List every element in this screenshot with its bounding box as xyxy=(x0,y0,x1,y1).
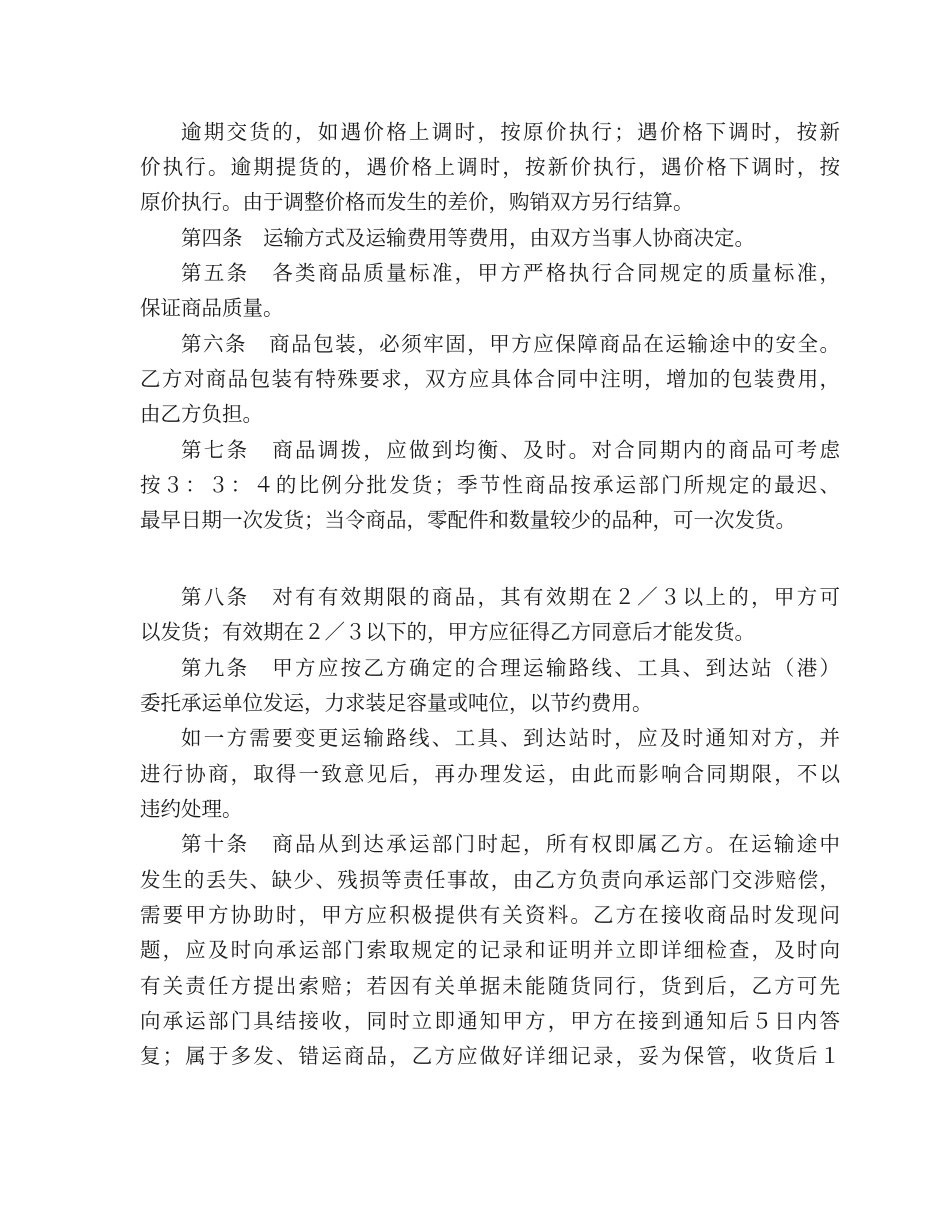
text-line: 第四条 运输方式及运输费用等费用，由双方当事人协商决定。 xyxy=(181,226,755,250)
text-line: 原价执行。由于调整价格而发生的差价，购销双方另行结算。 xyxy=(140,190,694,214)
text-line: 第九条 甲方应按乙方确定的合理运输路线、工具、到达站（港） xyxy=(181,656,840,680)
text-line: 发生的丢失、缺少、残损等责任事故，由乙方负责向承运部门交涉赔偿， xyxy=(140,868,840,892)
text-line: 价执行。逾期提货的，遇价格上调时，按新价执行，遇价格下调时，按 xyxy=(140,155,840,179)
text-line: 以发货；有效期在２／３以下的，甲方应征得乙方同意后才能发货。 xyxy=(140,620,755,644)
text-line: 保证商品质量。 xyxy=(140,296,284,320)
text-line: 按３：３：４的比例分批发货；季节性商品按承运部门所规定的最迟、 xyxy=(140,473,840,497)
text-line: 由乙方负担。 xyxy=(140,402,263,426)
text-line: 题，应及时向承运部门索取规定的记录和证明并立即详细检查，及时向 xyxy=(140,938,840,962)
text-line: 第七条 商品调拨，应做到均衡、及时。对合同期内的商品可考虑 xyxy=(181,438,840,462)
text-line: 进行协商，取得一致意见后，再办理发运，由此而影响合同期限，不以 xyxy=(140,762,840,786)
text-line: 需要甲方协助时，甲方应积极提供有关资料。乙方在接收商品时发现问 xyxy=(140,903,840,927)
text-line: 第六条 商品包装，必须牢固，甲方应保障商品在运输途中的安全。 xyxy=(181,332,840,356)
text-line: 第十条 商品从到达承运部门时起，所有权即属乙方。在运输途中 xyxy=(181,832,840,856)
text-line: 有关责任方提出索赔；若因有关单据未能随货同行，货到后，乙方可先 xyxy=(140,974,840,998)
text-line: 乙方对商品包装有特殊要求，双方应具体合同中注明，增加的包装费用， xyxy=(140,367,840,391)
text-line: 第八条 对有有效期限的商品，其有效期在２／３以上的，甲方可 xyxy=(181,585,840,609)
text-line: 第五条 各类商品质量标准，甲方严格执行合同规定的质量标准， xyxy=(181,261,840,285)
text-line: 最早日期一次发货；当令商品，零配件和数量较少的品种，可一次发货。 xyxy=(140,508,796,532)
text-line: 逾期交货的，如遇价格上调时，按原价执行；遇价格下调时，按新 xyxy=(181,120,840,144)
text-line: 违约处理。 xyxy=(140,797,243,821)
text-line: 如一方需要变更运输路线、工具、到达站时，应及时通知对方，并 xyxy=(181,726,840,750)
text-line: 向承运部门具结接收，同时立即通知甲方，甲方在接到通知后５日内答 xyxy=(140,1009,840,1033)
text-line: 委托承运单位发运，力求装足容量或吨位，以节约费用。 xyxy=(140,691,653,715)
text-line: 复；属于多发、错运商品，乙方应做好详细记录，妥为保管，收货后１ xyxy=(140,1044,840,1068)
